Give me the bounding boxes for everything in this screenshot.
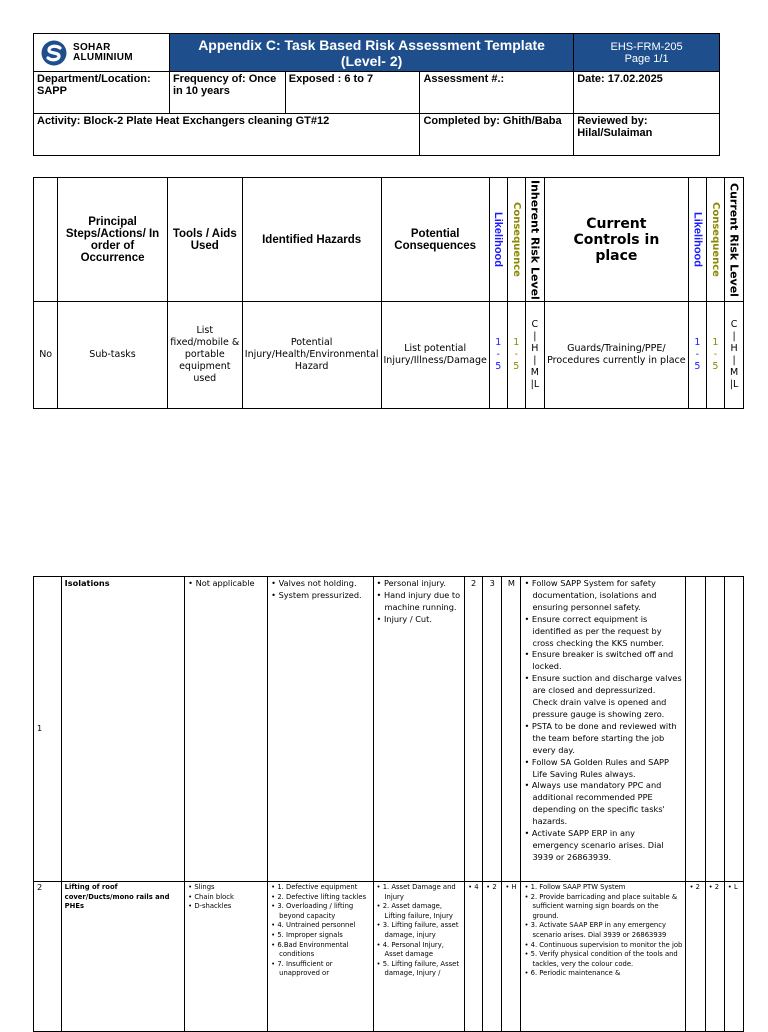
row-cur-likelihood xyxy=(686,577,705,882)
list-item: • 4. Untrained personnel xyxy=(271,921,369,931)
list-item: • 4. Continuous supervision to monitor the job xyxy=(524,941,682,951)
guide-consequences: List potential Injury/Illness/Damage xyxy=(381,302,489,409)
guide-cur-consequence: 1 - 5 xyxy=(706,302,724,409)
department-value: SAPP xyxy=(37,85,67,97)
form-code: EHS-FRM-205 xyxy=(610,40,683,53)
list-item: • Personal injury. xyxy=(377,578,462,590)
row-number: 1 xyxy=(34,577,62,882)
column-header-table xyxy=(33,177,744,409)
list-item: • 5. Lifting failure, Asset damage, Injury / xyxy=(377,960,462,979)
row-step: Isolations xyxy=(61,577,184,882)
exposed-cell xyxy=(285,72,420,114)
list-item: • Ensure suction and discharge valves are closed and depressurized. Check drain valve is opened and pressure gauge is showing zero. xyxy=(524,673,682,721)
guide-risk: C | H | M |L xyxy=(525,302,544,409)
guide-controls: Guards/Training/PPE/ Procedures currently in place xyxy=(544,302,688,409)
row-tools xyxy=(185,577,268,882)
completed-by: Completed by: Ghith/Baba xyxy=(423,115,562,127)
logo-text xyxy=(73,43,133,63)
completed-cell xyxy=(420,114,574,156)
col-controls-header: Current Controls in place xyxy=(544,178,688,302)
row-tools xyxy=(185,882,268,1032)
list-item: • 1. Asset Damage and Injury xyxy=(377,883,462,902)
exposed-value: Exposed : 6 to 7 xyxy=(288,73,374,85)
list-item: • Always use mandatory PPC and additional recommended PPE depending on the specific tasks' hazards. xyxy=(524,780,682,828)
logo-line-1: SOHAR xyxy=(73,41,111,53)
row-likelihood: 2 xyxy=(465,577,483,882)
col-consequence-header xyxy=(507,178,525,302)
cur-likelihood-label: Likelihood xyxy=(691,212,704,267)
guide-tools: List fixed/mobile & portable equipment used xyxy=(167,302,242,409)
row-number: 2 xyxy=(34,882,62,1032)
frequency-value: in 10 years xyxy=(172,85,230,97)
row-hazards xyxy=(268,882,373,1032)
date-value: Date: 17.02.2025 xyxy=(577,73,663,85)
likelihood-label: Likelihood xyxy=(492,212,505,267)
guide-consequence: 1 - 5 xyxy=(507,302,525,409)
row-cur-likelihood xyxy=(686,882,705,1032)
list-item: • 4. Personal Injury, Asset damage xyxy=(377,941,462,960)
col-tools-header: Tools / Aids Used xyxy=(167,178,242,302)
list-item: • 2 xyxy=(486,883,498,893)
guide-cur-likelihood: 1 - 5 xyxy=(688,302,706,409)
row-cur-consequence xyxy=(705,882,724,1032)
document-title xyxy=(169,34,573,72)
consequence-label: Consequence xyxy=(510,202,522,277)
list-item: • 6. Periodic maintenance & xyxy=(524,969,682,979)
col-inherent-risk-header xyxy=(525,178,544,302)
list-item: • 5. Improper signals xyxy=(271,931,369,941)
list-item: • Ensure breaker is switched off and locked. xyxy=(524,649,682,673)
inherent-risk-label: Inherent Risk Level xyxy=(528,179,542,300)
col-current-risk-header xyxy=(725,178,744,302)
list-item: • 3. Overloading / lifting beyond capacity xyxy=(271,902,369,921)
table-row xyxy=(34,882,744,1032)
row-cur-consequence xyxy=(705,577,724,882)
assessment-number: Assessment #.: xyxy=(423,73,505,85)
col-likelihood-header xyxy=(489,178,507,302)
list-item: • 4 xyxy=(468,883,479,893)
row-consequences xyxy=(373,882,465,1032)
frequency-label: Frequency of: Once xyxy=(172,73,277,85)
list-item: • 2 xyxy=(709,883,721,893)
row-step: Lifting of roof cover/Ducts/mono rails and PHEs xyxy=(61,882,184,1032)
list-item: • Ensure correct equipment is identified as per the request by cross checking the KKS number. xyxy=(524,614,682,650)
sohar-s-icon xyxy=(41,40,67,66)
row-cur-risk xyxy=(724,577,743,882)
list-item: • L xyxy=(728,883,740,893)
list-item: • Activate SAPP ERP in any emergency scenario arises. Dial 3939 or 26863939. xyxy=(524,828,682,864)
list-item: • 6.Bad Environmental conditions xyxy=(271,941,369,960)
logo-cell xyxy=(34,34,170,72)
table-row xyxy=(34,577,744,882)
list-item: • 2. Provide barricading and place suitable & sufficient warning sign boards on the ground. xyxy=(524,893,682,922)
list-item: • H xyxy=(505,883,517,893)
header-table xyxy=(33,33,720,156)
row-risk xyxy=(502,882,521,1032)
list-item: • 3. Activate SAAP ERP in any emergency scenario arises. Dial 3939 or 26863939 xyxy=(524,921,682,940)
guide-subtasks: Sub-tasks xyxy=(58,302,167,409)
guide-no: No xyxy=(34,302,58,409)
list-item: • Follow SA Golden Rules and SAPP Life Saving Rules always. xyxy=(524,757,682,781)
frequency-cell xyxy=(169,72,285,114)
guide-hazards: Potential Injury/Health/Environmental Hazard xyxy=(242,302,381,409)
list-item: • 5. Verify physical condition of the tools and tackles, very the colour code. xyxy=(524,950,682,969)
list-item: • 1. Follow SAAP PTW System xyxy=(524,883,682,893)
guide-cur-risk: C | H | M |L xyxy=(725,302,744,409)
current-risk-label: Current Risk Level xyxy=(727,182,741,297)
title-line-2: (Level- 2) xyxy=(340,52,403,69)
list-item: • 2. Defective lifting tackles xyxy=(271,893,369,903)
guide-likelihood: 1 - 5 xyxy=(489,302,507,409)
row-likelihood xyxy=(465,882,483,1032)
logo-line-2: ALUMINIUM xyxy=(73,51,133,63)
col-no-header xyxy=(34,178,58,302)
col-consequences-header: Potential Consequences xyxy=(381,178,489,302)
reviewed-value: Hilal/Sulaiman xyxy=(577,127,653,139)
list-item: • 3. Lifting failure, asset damage, injury xyxy=(377,921,462,940)
list-item: • Chain block xyxy=(188,893,264,903)
list-item: • System pressurized. xyxy=(271,590,369,602)
list-item: • Slings xyxy=(188,883,264,893)
row-consequences xyxy=(373,577,465,882)
list-item: • D-shackles xyxy=(188,902,264,912)
row-cur-risk xyxy=(724,882,743,1032)
row-hazards xyxy=(268,577,373,882)
list-item: • Hand injury due to machine running. xyxy=(377,590,462,614)
list-item: • 7. Insufficient or unapproved or xyxy=(271,960,369,979)
list-item: • 1. Defective equipment xyxy=(271,883,369,893)
department-label: Department/Location: xyxy=(37,73,151,85)
title-line-1: Appendix C: Task Based Risk Assessment Template xyxy=(198,36,545,53)
col-steps-header: Principal Steps/Actions/ In order of Occurrence xyxy=(58,178,167,302)
sohar-logo xyxy=(37,40,166,66)
col-cur-likelihood-header xyxy=(688,178,706,302)
activity-value: Activity: Block-2 Plate Heat Exchangers cleaning GT#12 xyxy=(37,115,330,127)
reviewed-cell xyxy=(574,114,720,156)
reviewed-label: Reviewed by: xyxy=(577,115,648,127)
list-item: • 2 xyxy=(689,883,701,893)
page-number: Page 1/1 xyxy=(624,52,669,65)
col-cur-consequence-header xyxy=(706,178,724,302)
activity-cell xyxy=(34,114,420,156)
form-code-cell xyxy=(574,34,720,72)
row-risk: M xyxy=(502,577,521,882)
list-item: • Follow SAPP System for safety documentation, isolations and ensuring personnel safety. xyxy=(524,578,682,614)
list-item: • 2. Asset damage, Lifting failure, Injury xyxy=(377,902,462,921)
list-item: • PSTA to be done and reviewed with the team before starting the job every day. xyxy=(524,721,682,757)
risk-rows-table xyxy=(33,576,744,1032)
date-cell xyxy=(574,72,720,114)
row-controls xyxy=(521,882,686,1032)
department-cell xyxy=(34,72,170,114)
col-hazards-header: Identified Hazards xyxy=(242,178,381,302)
row-consequence xyxy=(483,882,502,1032)
list-item: • Not applicable xyxy=(188,578,264,590)
row-controls xyxy=(521,577,686,882)
cur-consequence-label: Consequence xyxy=(709,202,721,277)
row-consequence: 3 xyxy=(483,577,502,882)
list-item: • Injury / Cut. xyxy=(377,614,462,626)
list-item: • Valves not holding. xyxy=(271,578,369,590)
assessment-cell xyxy=(420,72,574,114)
